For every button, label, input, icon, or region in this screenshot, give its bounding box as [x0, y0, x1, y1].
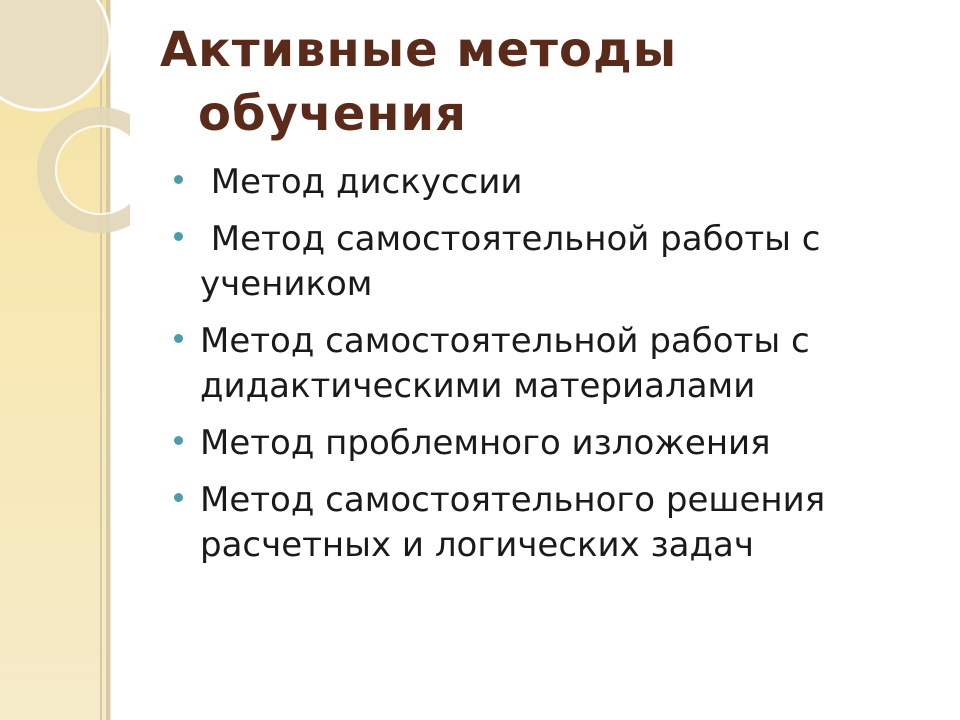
bullet-text: Метод дискуссии — [200, 162, 523, 202]
bullet-dot-icon — [174, 175, 183, 184]
bullet-dot-icon — [174, 436, 183, 445]
bullet-dot-icon — [174, 493, 183, 502]
bullet-text: Метод самостоятельной работы с учеником — [200, 219, 821, 304]
slide-title — [160, 18, 860, 146]
slide-title-line1: Активные методы — [160, 22, 678, 78]
bullet-item-didactic-materials — [170, 319, 940, 409]
bullet-item-problem-solving — [170, 478, 940, 568]
slide-title-line2: обучения — [198, 86, 467, 142]
bullet-item-problem-presentation — [170, 421, 940, 466]
bullet-item-independent-work-with-student — [170, 217, 940, 307]
bullet-text: Метод самостоятельной работы с дидактическими материалами — [200, 321, 810, 406]
bullet-dot-icon — [174, 334, 183, 343]
bullet-text: Метод проблемного изложения — [200, 423, 771, 463]
bullet-list — [170, 160, 940, 580]
bullet-dot-icon — [174, 232, 183, 241]
decorative-circles-icon — [0, 0, 130, 240]
bullet-item-discussion — [170, 160, 940, 205]
bullet-text: Метод самостоятельного решения расчетных и логических задач — [200, 480, 826, 565]
